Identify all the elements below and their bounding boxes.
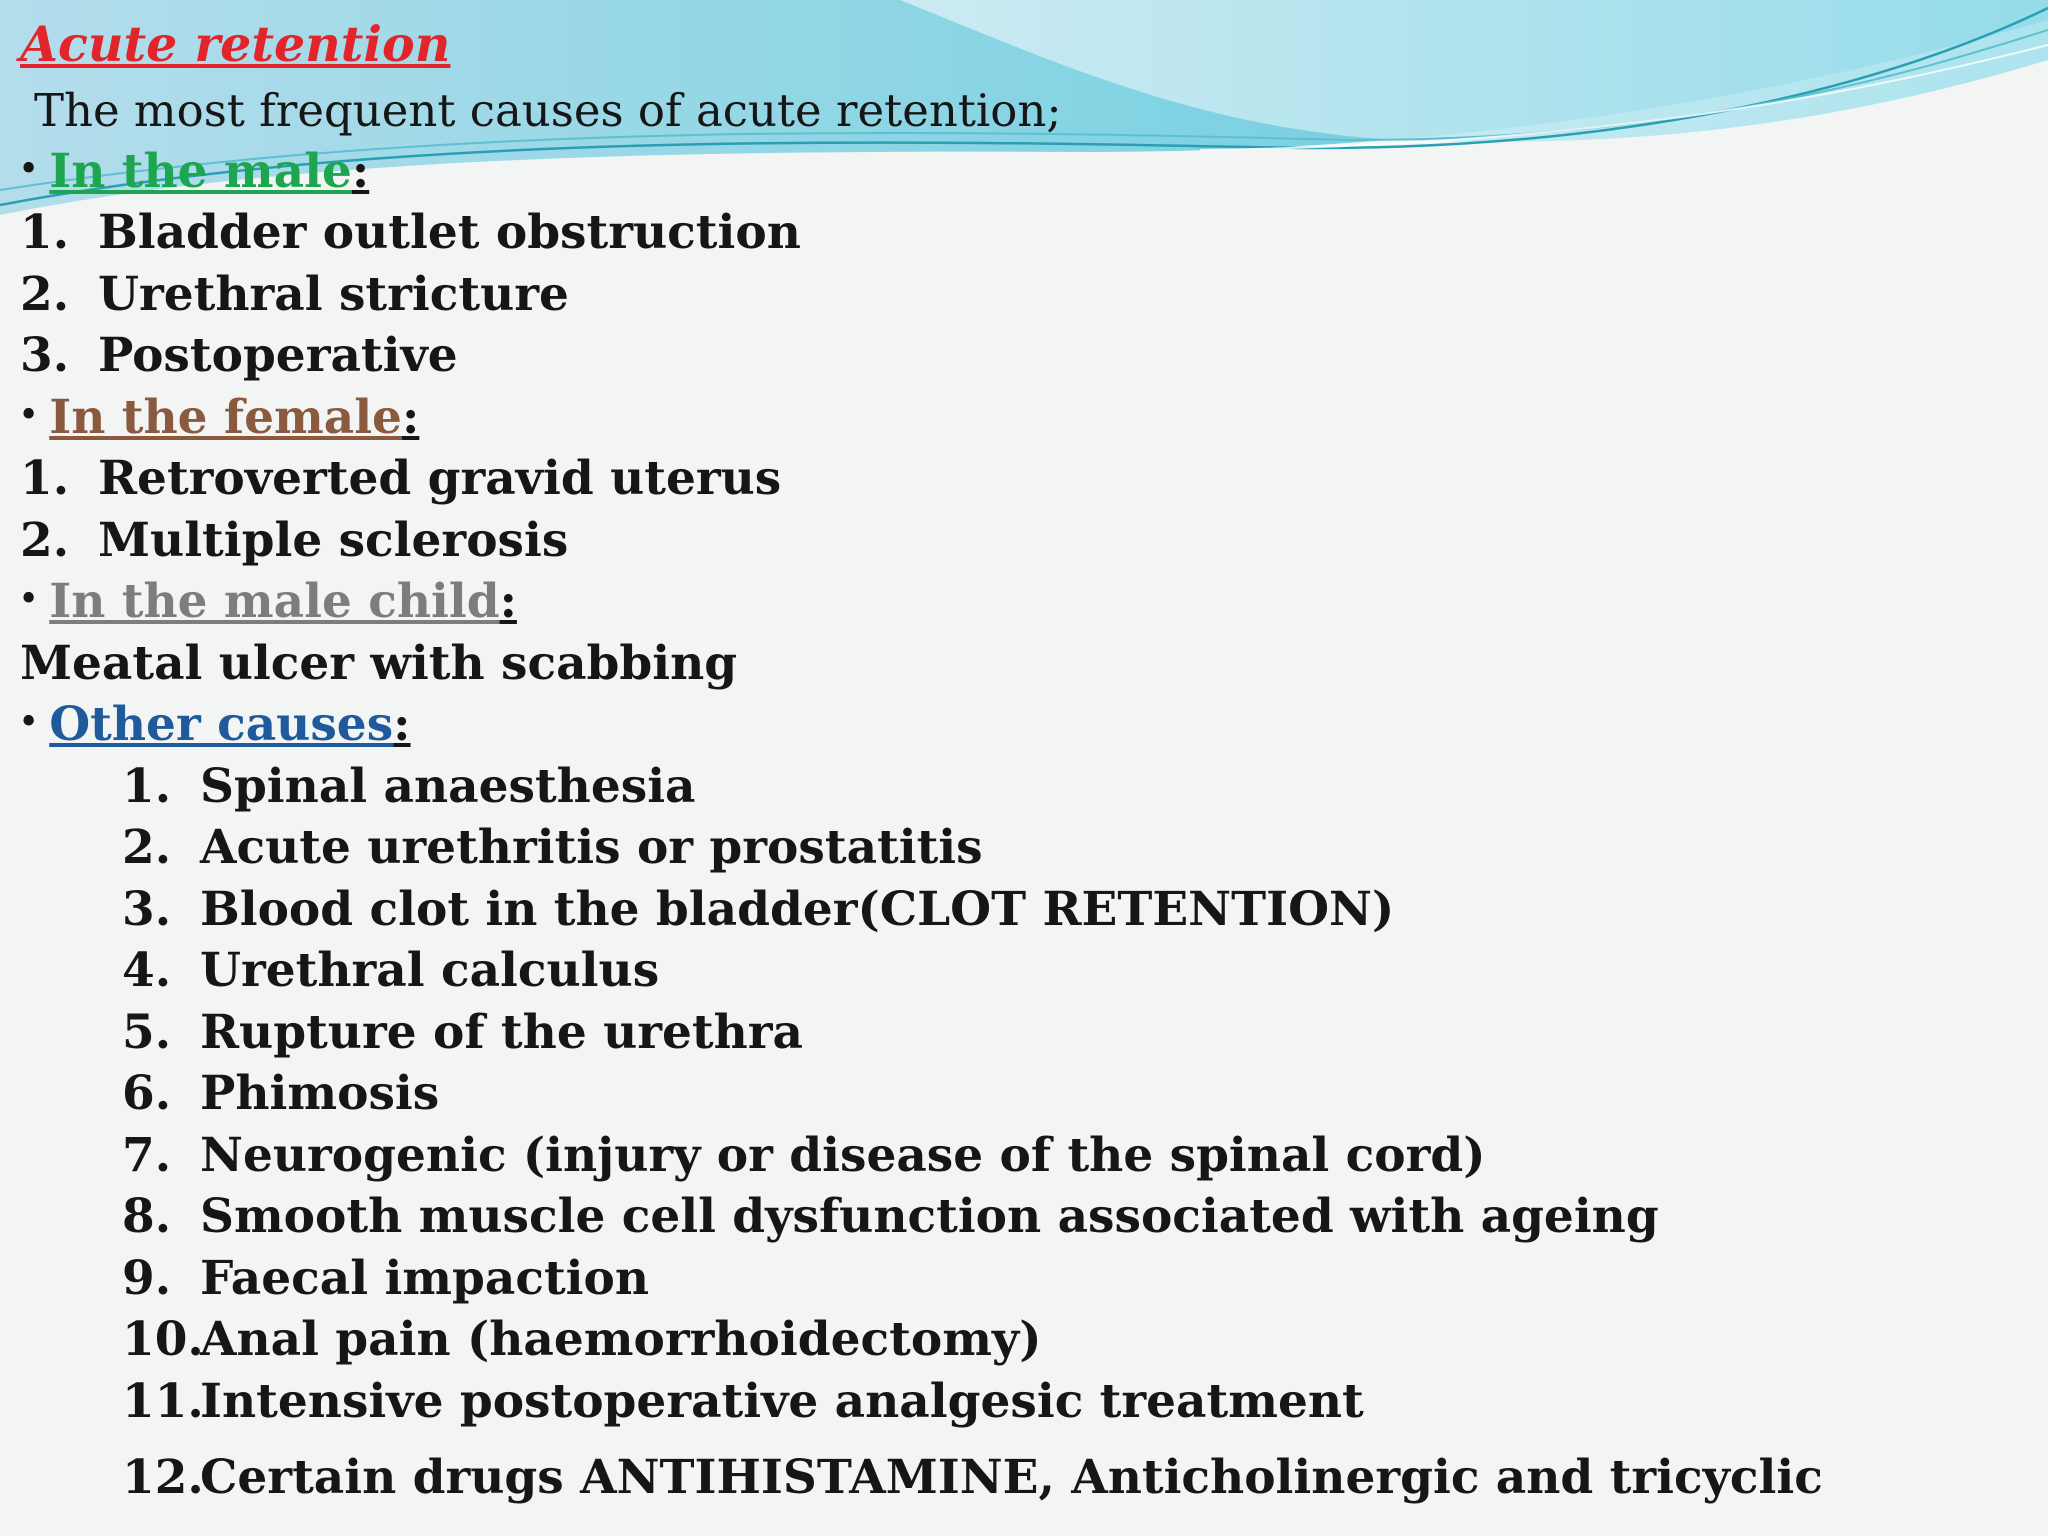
list-item xyxy=(122,820,1622,875)
male-heading: In the male xyxy=(49,144,352,199)
list-item-text: Blood clot in the bladder(CLOT RETENTION) xyxy=(200,882,1395,937)
list-item-text: Bladder outlet obstruction xyxy=(98,205,801,260)
list-item-number: 2. xyxy=(20,267,70,322)
bullet-icon: • xyxy=(18,395,40,436)
male-heading-row xyxy=(18,144,370,199)
list-item-text: Urethral stricture xyxy=(98,267,569,322)
heading-colon: : xyxy=(393,697,411,752)
other-causes-heading-row xyxy=(18,697,411,752)
list-item-number: 1. xyxy=(122,759,172,814)
list-item xyxy=(122,1312,1622,1367)
list-item-text: Phimosis xyxy=(200,1066,440,1121)
male-child-heading: In the male child xyxy=(49,574,500,629)
bullet-icon: • xyxy=(18,149,40,190)
list-item xyxy=(122,882,1622,937)
list-item-text: Retroverted gravid uterus xyxy=(98,451,782,506)
list-item-text: Intensive postoperative analgesic treatment xyxy=(200,1374,1364,1429)
list-item-text: Urethral calculus xyxy=(200,943,660,998)
slide-subtitle: The most frequent causes of acute retention; xyxy=(34,84,1062,137)
list-item xyxy=(122,943,1622,998)
male-child-heading-row xyxy=(18,574,517,629)
list-item xyxy=(20,451,920,506)
heading-colon: : xyxy=(401,390,420,445)
list-item-number: 11. xyxy=(122,1374,204,1429)
slide-title: Acute retention xyxy=(20,15,451,73)
list-item-number: 6. xyxy=(122,1066,172,1121)
list-item-text: Multiple sclerosis xyxy=(98,513,569,568)
list-item-number: 7. xyxy=(122,1128,172,1183)
list-item xyxy=(122,1374,1622,1429)
list-item xyxy=(122,1189,1659,1244)
other-causes-heading: Other causes xyxy=(49,697,394,752)
female-heading-row xyxy=(18,390,420,445)
list-item-text: Postoperative xyxy=(98,328,458,383)
list-item-text: Neurogenic (injury or disease of the spinal cord) xyxy=(200,1128,1486,1183)
heading-colon: : xyxy=(351,144,370,199)
list-item xyxy=(122,1066,1622,1121)
list-item xyxy=(122,1005,1622,1060)
list-item-number: 5. xyxy=(122,1005,172,1060)
list-item-text: Anal pain (haemorrhoidectomy) xyxy=(200,1312,1042,1367)
list-item xyxy=(122,759,1622,814)
list-item-number: 1. xyxy=(20,205,70,260)
list-item-text: Spinal anaesthesia xyxy=(200,759,696,814)
list-item-text: Faecal impaction xyxy=(200,1251,650,1306)
list-item-number: 3. xyxy=(20,328,70,383)
list-item xyxy=(20,328,920,383)
male-child-cause: Meatal ulcer with scabbing xyxy=(20,636,738,691)
list-item-text: Smooth muscle cell dysfunction associated with ageing xyxy=(200,1189,1659,1244)
list-item-number: 12. xyxy=(122,1450,204,1505)
list-item-text: Certain drugs ANTIHISTAMINE, Anticholinergic and tricyclic xyxy=(200,1450,1823,1505)
list-item xyxy=(20,205,920,260)
heading-colon: : xyxy=(499,574,517,629)
female-heading: In the female xyxy=(49,390,402,445)
list-item-number: 10. xyxy=(122,1312,204,1367)
bullet-icon: • xyxy=(18,702,40,743)
list-item-text: Rupture of the urethra xyxy=(200,1005,804,1060)
list-item-number: 3. xyxy=(122,882,172,937)
list-item-number: 1. xyxy=(20,451,70,506)
list-item xyxy=(122,1450,1823,1505)
list-item-number: 2. xyxy=(122,820,172,875)
list-item xyxy=(122,1251,1622,1306)
list-item-text: Acute urethritis or prostatitis xyxy=(200,820,983,875)
list-item xyxy=(20,267,920,322)
list-item xyxy=(20,513,920,568)
list-item xyxy=(122,1128,1622,1183)
list-item-number: 4. xyxy=(122,943,172,998)
list-item-number: 8. xyxy=(122,1189,172,1244)
bullet-icon: • xyxy=(18,579,40,620)
list-item-number: 2. xyxy=(20,513,70,568)
list-item-number: 9. xyxy=(122,1251,172,1306)
